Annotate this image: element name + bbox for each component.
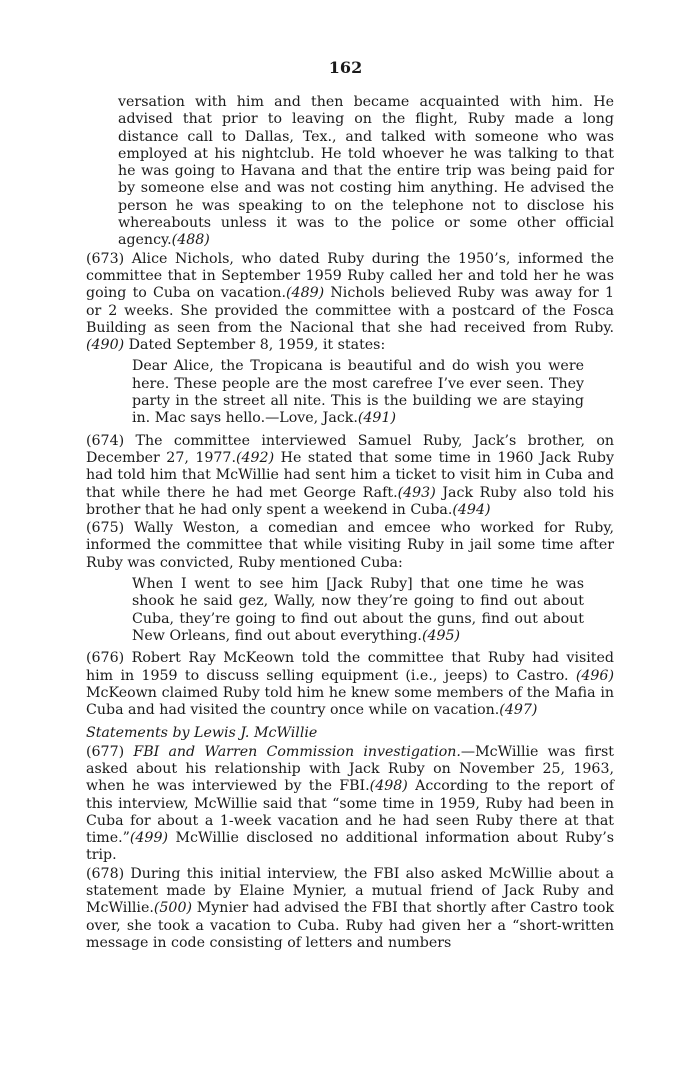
footnote-ref: (491)	[357, 410, 397, 427]
footnote-ref: (489)	[286, 285, 325, 302]
footnote-ref: (496)	[575, 667, 614, 684]
paragraph-text: Dated September 8, 1959, it states:	[124, 337, 386, 354]
paragraph-text: (675) Wally Weston, a comedian and emcee who worked for Ruby, informed the committee that while visiting Ruby in jail some time after Ruby was convicted, Ruby mentioned Cuba:	[86, 520, 614, 571]
footnote-ref: (492)	[235, 449, 275, 466]
footnote-ref: (498)	[369, 778, 408, 795]
footnote-ref: (497)	[499, 702, 538, 719]
paragraph-674	[86, 433, 614, 519]
paragraph-text: (678) During this initial interview, the FBI also asked McWillie about a statement made by Elaine Mynier, a mutual friend of Jack Ruby and McWillie.	[86, 865, 614, 917]
paragraph-text: He stated that some time in 1960 Jack Ruby had told him that McWillie had sent him a ticket to visit him in Cuba and that while there he had met George Raft.	[86, 449, 614, 501]
paragraph-677	[86, 744, 614, 865]
paragraph-number: (677)	[86, 743, 134, 760]
paragraph-678	[86, 866, 614, 952]
paragraph-text: (676) Robert Ray McKeown told the committee that Ruby had visited him in 1959 to discuss selling equipment (i.e., jeeps) to Castro.	[86, 650, 614, 684]
quote-text: Dear Alice, the Tropicana is beautiful and do wish you were here. These people are the most carefree I’ve ever seen. They party in the street all nite. This is the building we are staying in. Mac says hello.—Love, Jack.	[132, 358, 584, 427]
paragraph-675	[86, 520, 614, 572]
paragraph-text: (673) Alice Nichols, who dated Ruby during the 1950’s, informed the committee that in September 1959 Ruby called her and told her he was going to Cuba on vacation.	[86, 250, 614, 302]
page-number: 162	[328, 58, 363, 77]
paragraph-676	[86, 650, 614, 719]
quote-text: When I went to see him [Jack Ruby] that one time he was shook he said gez, Wally, now they’re going to find out about Cuba, they’re going to find out about the guns, find out about New Orleans, find out about everything.	[132, 576, 584, 644]
page-body	[86, 94, 614, 953]
block-quote-weston	[86, 576, 614, 645]
paragraph-text: McWillie disclosed no additional information about Ruby’s trip.	[86, 830, 614, 864]
footnote-ref: (490)	[86, 337, 125, 354]
section-heading: Statements by Lewis J. McWillie	[86, 725, 318, 742]
paragraph-text: Jack Ruby also told his brother that he had only spent a weekend in Cuba.	[86, 484, 614, 518]
footnote-ref: (493)	[397, 484, 436, 501]
footnote-ref: (495)	[421, 627, 461, 644]
paragraph-text: Nichols believed Ruby was away for 1 or 2 weeks. She provided the committee with a postcard of the Fosca Building as seen from the Nacional that she had received from Ruby.	[86, 285, 614, 336]
footnote-ref: (499)	[129, 830, 169, 847]
footnote-ref: (494)	[452, 501, 491, 518]
paragraph-text: (674) The committee interviewed Samuel Ruby, Jack’s brother, on December 27, 1977.	[86, 432, 614, 466]
paragraph-673	[86, 251, 614, 355]
footnote-ref: (500)	[153, 900, 193, 917]
footnote-ref: (488)	[171, 232, 210, 249]
paragraph-text: According to the report of this interview, McWillie said that “some time in 1959, Ruby had been in Cuba for about a 1-week vacation and he had seen Ruby there at that time.”	[86, 778, 615, 847]
paragraph-intro	[86, 94, 614, 250]
paragraph-text: McKeown claimed Ruby told him he knew some members of the Mafia in Cuba and had visited the country once while on vacation.	[86, 684, 614, 719]
paragraph-text: —McWillie was first asked about his relationship with Jack Ruby on November 25, 1963, when he was interviewed by the FBI.	[86, 743, 614, 795]
subsection-title: FBI and Warren Commission investigation.	[133, 743, 461, 760]
block-quote-postcard	[86, 358, 614, 427]
paragraph-text: Mynier had advised the FBI that shortly after Castro took over, she took a vacation to Cuba. Ruby had given her a “short-written message in code consisting of letters and numbers	[86, 900, 614, 951]
paragraph-text: versation with him and then became acquainted with him. He advised that prior to leaving on the flight, Ruby made a long distance call to Dallas, Tex., and talked with someone who was employed at his nightclub. He told whoever he was talking to that he was going to Havana and that the entire trip was being paid for by someone else and was not costing him anything. He advised the person he was speaking to on the telephone not to disclose his whereabouts unless it was to the police or some other official agency.	[118, 94, 614, 249]
